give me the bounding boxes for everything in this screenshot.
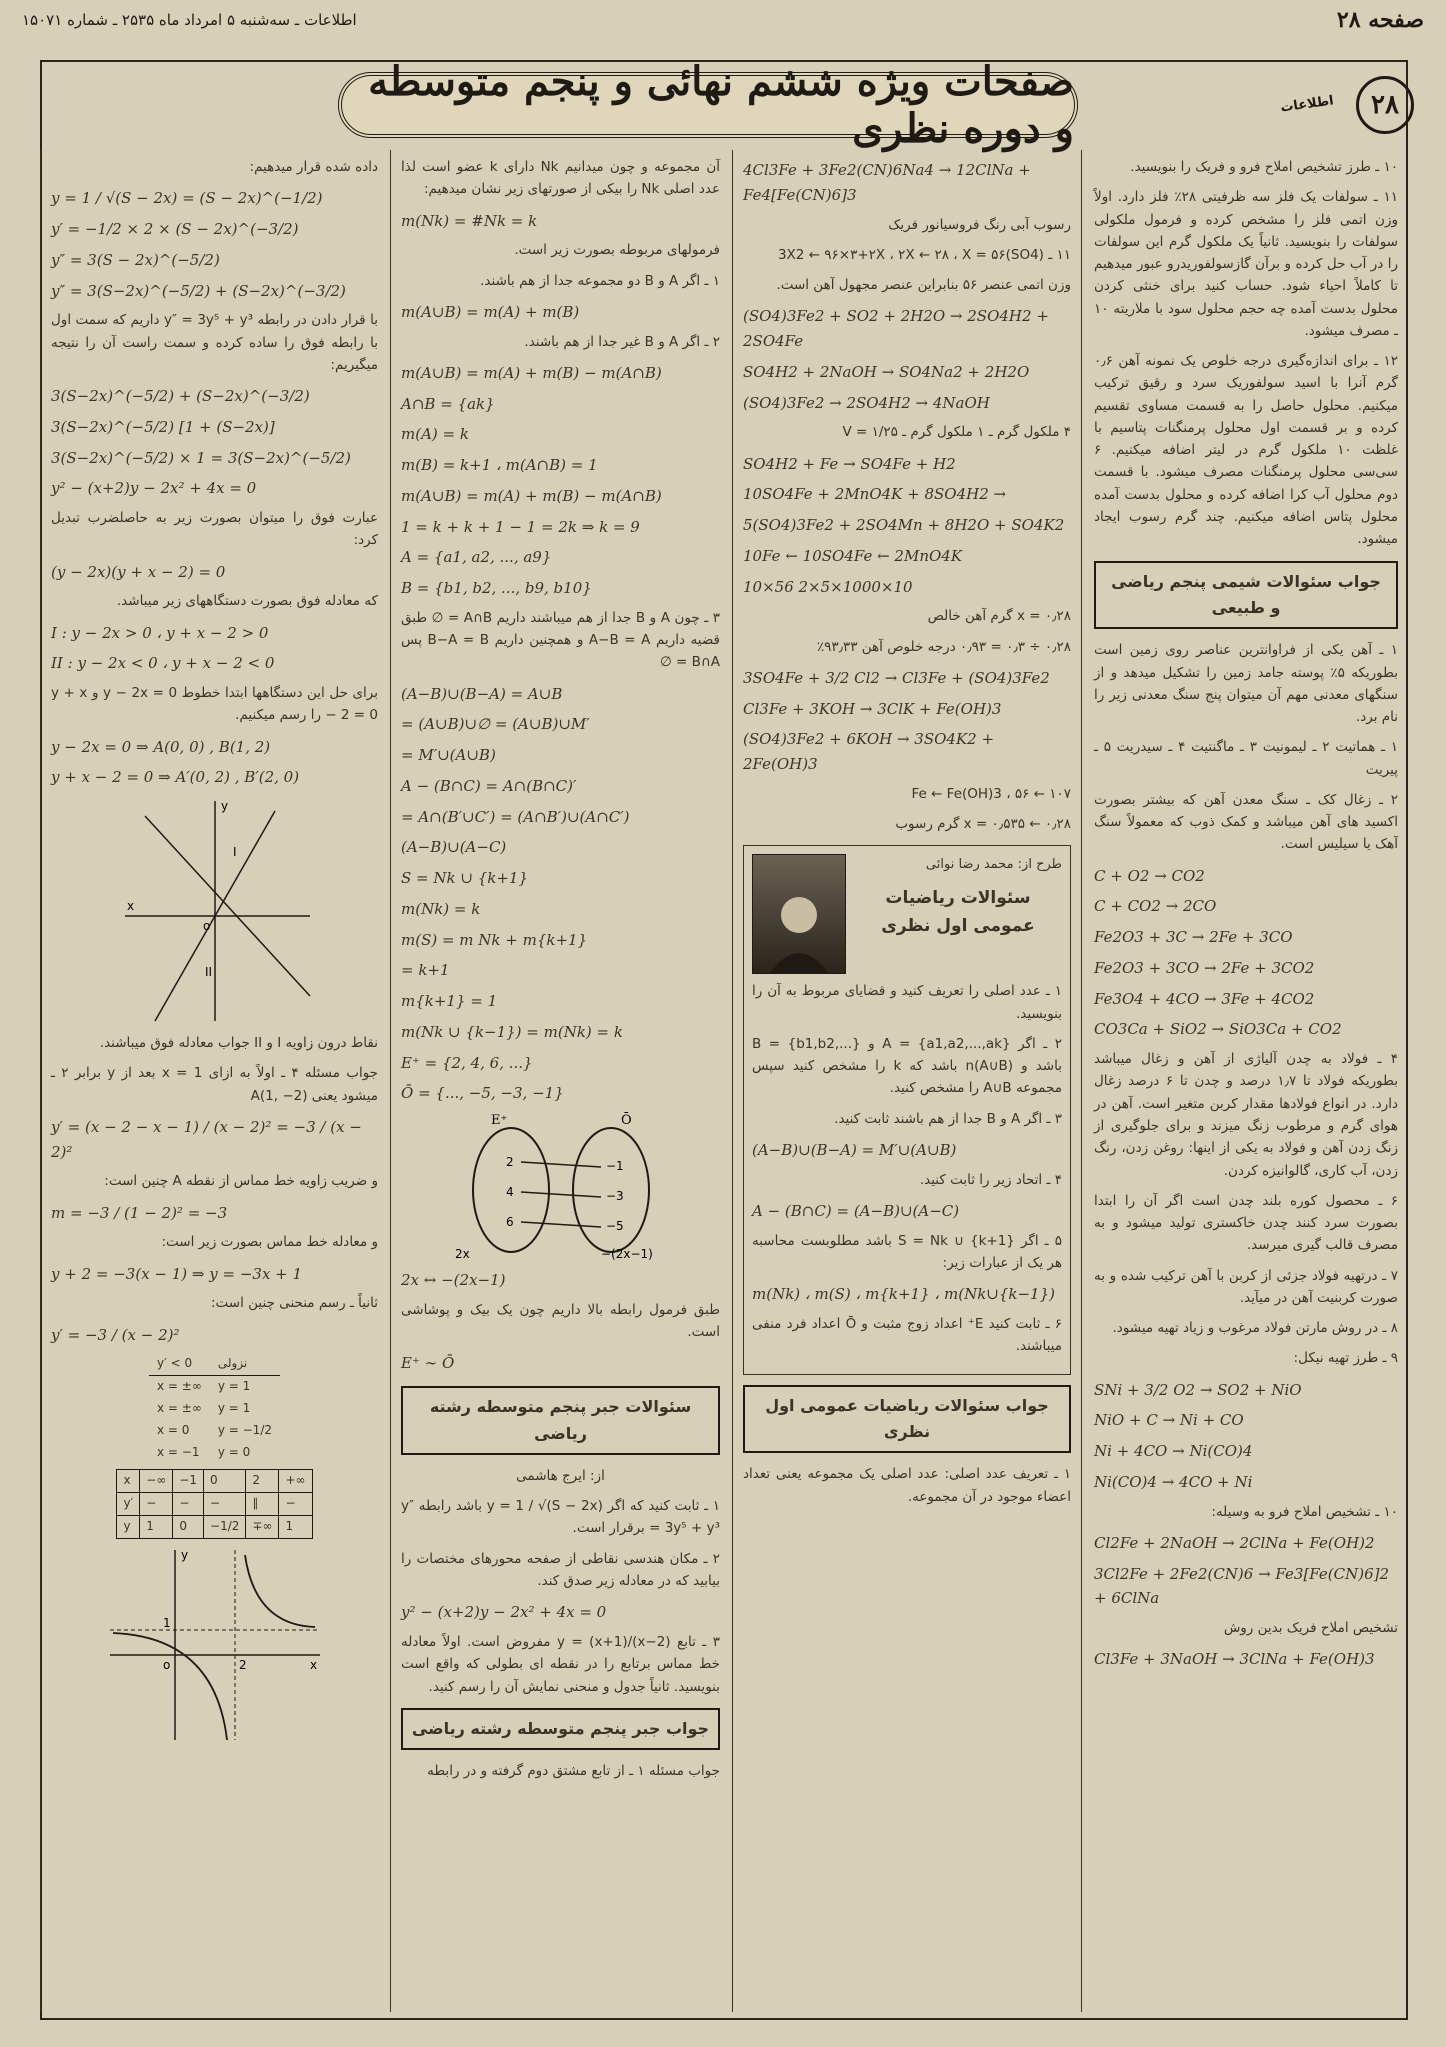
chem2-q12-formula: 5(SO4)3Fe2 + 2SO4Mn + 8H2O + SO4K2 — [743, 516, 1065, 535]
alg-p10: ثانیاً ـ رسم منحنی چنین است: — [210, 1295, 378, 1312]
chem2-q12-calc: Fe ← Fe(OH)3 ، ۵۶ ← ۱۰۷ — [911, 785, 1071, 802]
table-cell: ∥ — [246, 1493, 279, 1516]
hyperbola-right-branch — [245, 1555, 315, 1627]
math-box-q5: ۵ ـ اگر S = Nk ∪ {k+1} باشد مطلوبست محاسبه هر یک از عبارات زیر: — [752, 1232, 1062, 1271]
table-cell: − — [204, 1493, 246, 1516]
chem-a9-formula: Ni + 4CO → Ni(CO)4 — [1094, 1442, 1253, 1461]
math-formula: = k+1 — [401, 961, 450, 980]
table-cell: y = 1 — [217, 1379, 251, 1394]
chem2-q11-result: ۴ ملکول گرم ـ ۱ ملکول گرم ـ V = ۱/۲۵ — [842, 424, 1071, 441]
venn-label: 2 — [505, 1155, 514, 1170]
chem2-q11-formula: (SO4)3Fe2 → 2SO4H2 → 4NaOH — [743, 393, 990, 412]
table-cell: −1/2 — [204, 1516, 246, 1539]
math-formula: m{k+1} = 1 — [401, 992, 498, 1011]
alg-p6: نقاط درون زاویه I و II جواب معادله فوق میباشند. — [99, 1035, 378, 1052]
math-formula: = M′∪(A∪B) — [401, 746, 496, 765]
column-chemistry-answers — [732, 150, 1082, 2012]
math-ans1: ۱ ـ تعریف عدد اصلی: عدد اصلی یک مجموعه یعنی تعداد اعضاء موجود در آن مجموعه. — [743, 1466, 1071, 1505]
person-icon — [764, 883, 834, 973]
chem2-q12-calc: x = ۰٫۲۸ گرم آهن خالص — [927, 608, 1071, 625]
table-cell: x = ±∞ — [157, 1379, 202, 1394]
author-portrait — [752, 854, 846, 974]
math-formula: (A−B)∪(A−C) — [401, 838, 507, 857]
math-answers-heading: جواب سئوالات ریاضیات عمومی اول نظری — [743, 1385, 1071, 1454]
alg-p9: و معادله خط مماس بصورت زیر است: — [161, 1234, 378, 1251]
venn-label: −3 — [605, 1189, 624, 1204]
chem-a2: ۲ ـ زغال کک ـ سنگ معدن آهن که بیشتر بصورت اکسید های آهن میباشد و کمک ذوب که معمولاً سنگ آهک یا سیلیس است. — [1094, 791, 1398, 853]
algebra-answers-heading: جواب جبر پنجم متوسطه رشته ریاضی — [401, 1708, 720, 1750]
hyperbola-left-branch — [113, 1633, 227, 1740]
math-p3: ۱ ـ اگر A و B دو مجموعه جدا از هم باشند. — [480, 272, 720, 289]
math-formula: A∩B = {ak} — [401, 394, 495, 413]
math-formula: m(A) = k — [401, 425, 469, 444]
chem-a9-formula: NiO + C → Ni + CO — [1094, 1411, 1244, 1430]
table-cell: 1 — [279, 1516, 312, 1539]
chem-a10-formula: 3Cl2Fe + 2Fe2(CN)6 → Fe3[Fe(CN)6]2 + 6ClNa — [1094, 1564, 1390, 1608]
chem-a2-formula: CO3Ca + SiO2 → SiO3Ca + CO2 — [1094, 1020, 1342, 1039]
newspaper-logo: اطلاعات — [1279, 92, 1335, 116]
algebra-author: از: ایرج هاشمی — [516, 1467, 605, 1484]
banner-title: صفحات ویژه ششم نهائی و پنجم متوسطه و دوره نظری — [338, 72, 1078, 138]
banner — [48, 58, 1400, 152]
alg-formula: y + 2 = −3(x − 1) ⇒ y = −3x + 1 — [51, 1264, 303, 1283]
line-y-x-2 — [145, 816, 310, 996]
algebra-q2-formula: y² − (x+2)y − 2x² + 4x = 0 — [401, 1603, 607, 1622]
limits-table — [149, 1353, 280, 1463]
math-box-q2: ۲ ـ اگر A = {a1,a2,...,ak} و B = {b1,b2,...} باشد و n(A∪B) باشد که k را مشخص کنید سپس مجموعه A∪B را مشخص کنید. — [752, 1035, 1062, 1097]
variation-table — [116, 1469, 312, 1538]
math-box-q6: ۶ ـ ثابت کنید E⁺ اعداد زوج مثبت و Ō اعداد فرد منفی میباشند. — [752, 1316, 1062, 1355]
graph-label: x — [309, 1657, 317, 1672]
math-box-q3: ۳ ـ اگر A و B جدا از هم باشند ثابت کنید. — [834, 1110, 1062, 1127]
math-box-author: طرح از: محمد رضا نوائی — [925, 857, 1062, 873]
math-formula: Ō = {..., −5, −3, −1} — [401, 1084, 564, 1103]
alg-formula: 3(S−2x)^(−5/2) × 1 = 3(S−2x)^(−5/2) — [51, 448, 351, 467]
chem2-q11-note: وزن اتمی عنصر ۵۶ بنابراین عنصر مجهول آهن است. — [776, 277, 1071, 294]
math-box-q5-formula: m(Nk) ، m(S) ، m{k+1} ، m(Nk∪{k−1}) — [752, 1285, 1055, 1304]
math-formula: S = Nk ∪ {k+1} — [401, 869, 528, 888]
table-cell: y′ — [117, 1493, 140, 1516]
alg-formula: 3(S−2x)^(−5/2) + (S−2x)^(−3/2) — [51, 387, 310, 406]
mapping-arrow — [521, 1222, 601, 1227]
chem-a8: ۸ ـ در روش مارتن فولاد مرغوب و زیاد تهیه میشود. — [1112, 1320, 1398, 1337]
lines-graph — [115, 796, 315, 1026]
alg-p7: جواب مسئله ۴ ـ اولاً به ازای x = 1 بعد از y برابر ۲ ـ میشود یعنی A(1, −2) — [51, 1065, 379, 1104]
table-cell: +∞ — [279, 1470, 312, 1493]
chem-a2-formula: Fe2O3 + 3C → 2Fe + 3CO — [1094, 928, 1293, 947]
math-formula: m(A∪B) = m(A) + m(B) − m(A∩B) — [401, 486, 662, 505]
table-cell: − — [279, 1493, 312, 1516]
chem-answers-heading: جواب سئوالات شیمی پنجم ریاضی و طبیعی — [1094, 561, 1398, 630]
chem2-q12-formula: SO4H2 + Fe → SO4Fe + H2 — [743, 454, 956, 473]
algebra-heading: سئوالات جبر پنجم متوسطه رشته ریاضی — [401, 1386, 720, 1455]
column-math-answers — [390, 150, 730, 2012]
graph-label: II — [204, 965, 212, 980]
table-cell: − — [173, 1493, 204, 1516]
math-formula: = (A∪B)∪∅ = (A∪B)∪M′ — [401, 715, 590, 734]
table-cell: − — [140, 1493, 173, 1516]
alg-p8: و ضریب زاویه خط مماس از نقطه A چنین است: — [104, 1173, 378, 1190]
alg-formula: y″ = 3(S − 2x)^(−5/2) — [51, 250, 220, 269]
math-formula: m(S) = m Nk + m{k+1} — [401, 930, 588, 949]
venn-label: Ō — [620, 1113, 632, 1129]
venn-label: 2x — [454, 1247, 470, 1262]
chem-q11: ۱۱ ـ سولفات یک فلز سه ظرفیتی ۲۸٪ فلز دارد. اولاً وزن اتمی فلز را مشخص کرده و فرمول ملکولی سولفات را بنویسید. ثانیاً یک ملکول گرم این سولفات را در آب حل کرده و برآن گازسولفوریدرو عبور میدهیم تا کاملاً احیاء شود. حساب کنید برای خنثی کردن محلول بدست آمده چه حجم محلول سود با ملاریته ۱۰ ـ مصرف میشود. — [1094, 189, 1398, 339]
table-cell: y′ < 0 — [149, 1353, 210, 1375]
chem-a7: ۷ ـ درتهیه فولاد جزئی از کربن با آهن ترکیب شده و به صورت کربنیت آهن در میآید. — [1094, 1267, 1398, 1306]
table-cell: x = −1 — [157, 1444, 200, 1459]
chem-a2-formula: C + O2 → CO2 — [1094, 866, 1205, 885]
chem-a6: ۶ ـ محصول کوره بلند چدن است اگر آن را ابتدا بصورت سرد کنند چدن خاکستری تولید میشود و به مصرف قالب گیری میرسد. — [1094, 1192, 1398, 1254]
math-p1: آن مجموعه و چون میدانیم Nk دارای k عضو است لذا عدد اصلی Nk را بیکی از صورتهای زیر نشان میدهیم: — [401, 159, 720, 198]
alg-formula: y = 1 / √(S − 2x) = (S − 2x)^(−1/2) — [51, 189, 323, 208]
graph-label: 2 — [238, 1657, 247, 1672]
chem2-q12-calc: 3SO4Fe + 3/2 Cl2 → Cl3Fe + (SO4)3Fe2 — [743, 668, 1050, 687]
math-formula: m(Nk ∪ {k−1}) = m(Nk) = k — [401, 1022, 623, 1041]
table-cell: x = ±∞ — [157, 1401, 202, 1416]
math-formula: (A−B)∪(B−A) = A∪B — [401, 684, 563, 703]
table-cell: y = 0 — [217, 1444, 251, 1459]
math-formula: m(B) = k+1 ، m(A∩B) = 1 — [401, 456, 598, 475]
alg-formula: II : y − 2x < 0 ، y + x − 2 < 0 — [51, 654, 275, 673]
venn-label: −(2x−1) — [600, 1247, 653, 1262]
table-cell: 0 — [204, 1470, 246, 1493]
table-cell: نزولی — [210, 1353, 280, 1375]
math-box-title: سئوالات ریاضیات عمومی اول نظری — [881, 887, 1035, 936]
graph-label: y — [180, 1547, 188, 1562]
chem2-q11: ۱۱ ـ (SO4)3X2 ← ۹۶×۳+۲X ، ۲X ← ۲۸ ، X = ۵۶ — [777, 246, 1071, 263]
page-number: صفحه ۲۸ — [1336, 7, 1424, 33]
chem2-q12-calc: (SO4)3Fe2 + 6KOH → 3SO4K2 + 2Fe(OH)3 — [743, 730, 995, 774]
chem-a2-formula: Fe3O4 + 4CO → 3Fe + 4CO2 — [1094, 989, 1315, 1008]
chem2-q11-formula: (SO4)3Fe2 + SO2 + 2H2O → 2SO4H2 + 2SO4Fe — [743, 307, 1049, 351]
chem-a2-formula: Fe2O3 + 3CO → 2Fe + 3CO2 — [1094, 958, 1315, 977]
math-formula: m(Nk) = #Nk = k — [401, 211, 538, 230]
alg-p1: داده شده قرار میدهیم: — [249, 159, 378, 175]
math-formula: E⁺ ∼ Ō — [401, 1354, 455, 1373]
math-p4: ۲ ـ اگر A و B غیر جدا از هم باشند. — [524, 333, 720, 350]
alg-p3: عبارت فوق را میتوان بصورت زیر به حاصلضرب تبدیل کرد: — [51, 510, 378, 549]
math-formula: m(A∪B) = m(A) + m(B) − m(A∩B) — [401, 363, 662, 382]
table-cell: x — [117, 1470, 140, 1493]
alg-formula: (y − 2x)(y + x − 2) = 0 — [51, 562, 226, 581]
math-box-q3-formula: (A−B)∪(B−A) = M′∪(A∪B) — [752, 1140, 957, 1159]
chem2-q12-calc: ۰٫۲۸ ← x = ۰٫۵۳۵ گرم رسوب — [895, 816, 1071, 833]
masthead-line: اطلاعات ـ سه‌شنبه ۵ امرداد ماه ۲۵۳۵ ـ شماره ۱۵۰۷۱ — [22, 11, 357, 29]
alg-formula: m = −3 / (1 − 2)² = −3 — [51, 1203, 228, 1222]
chem2-q12-calc: ۰٫۲۸ ÷ ۰٫۳ = ۰٫۹۳ درجه خلوص آهن ۹۳٫۳۳٪ — [816, 638, 1071, 655]
algebra-q3: ۳ ـ تابع y = (x+1)/(x−2) مفروض است. اولاً معادله خط مماس برتابع را در نقطه ای بطولی که واقع است بنویسید. ثانیاً جدول و منحنی نمایش آن را رسم کنید. — [401, 1634, 720, 1695]
alg-formula: y′ = −3 / (x − 2)² — [51, 1325, 180, 1344]
algebra-q2: ۲ ـ مکان هندسی نقاطی از صفحه محورهای مختصات را بیابید که در معادله زیر صدق کند. — [401, 1550, 720, 1589]
math-formula: A = {a1, a2, ..., a9} — [401, 548, 552, 567]
algebra-answer-1: جواب مسئله ۱ ـ از تابع مشتق دوم گرفته و در رابطه — [427, 1763, 720, 1780]
math-formula: m(A∪B) = m(A) + m(B) — [401, 302, 580, 321]
math-box-q4-formula: A − (B∩C) = (A−B)∪(A−C) — [752, 1201, 960, 1220]
graph-label: x — [126, 899, 134, 914]
venn-label: E⁺ — [490, 1113, 507, 1129]
alg-formula: y² − (x+2)y − 2x² + 4x = 0 — [51, 479, 257, 498]
chem-a9-formula: SNi + 3/2 O2 → SO2 + NiO — [1094, 1380, 1302, 1399]
venn-label: 6 — [505, 1215, 514, 1230]
table-cell: 0 — [173, 1516, 204, 1539]
chem-a10: ۱۰ ـ تشخیص املاح فرو به وسیله: — [1211, 1503, 1398, 1520]
chem-a10-formula: Cl3Fe + 3NaOH → 3ClNa + Fe(OH)3 — [1094, 1650, 1375, 1669]
chem-q12: ۱۲ ـ برای اندازه‌گیری درجه خلوص یک نمونه آهن ۰٫۶ گرم آنرا با اسید سولفوریک سرد و رقیق ترکیب میکنیم. محلول حاصل را به قسمت مساوی تقسیم کرده و بر قسمت اول محلول پرمنگنات پتاسیم با غلظت ۱۰ ملکول گرم در لیتر اضافه میکنیم. ۶ سی‌سی محلول پرمنگنات مصرف میشود. با قسمت دوم محلول آب کرا اضافه کرده و محلول بدست آمده محلول پتاس اضافه میکنیم. چند گرم رسوب ایجاد میشود. — [1094, 353, 1398, 548]
math-box-q4: ۴ ـ اتحاد زیر را ثابت کنید. — [919, 1171, 1062, 1188]
alg-formula: I : y − 2x > 0 ، y + x − 2 > 0 — [51, 623, 269, 642]
alg-p2: با قرار دادن در رابطه y″ = 3y⁵ + y³ داریم که سمت اول با رابطه فوق را ساده کرده و سمت راست آن را نتیجه میگیریم: — [51, 312, 378, 373]
venn-label: −5 — [605, 1219, 624, 1234]
chem-a1-list: ۱ ـ هماتیت ۲ ـ لیمونیت ۳ ـ ماگنتیت ۴ ـ سیدریت ۵ ـ پیریت — [1094, 739, 1398, 778]
chem2-q12-calc: 10Fe ← 10SO4Fe ← 2MnO4K — [743, 546, 963, 565]
graph-label: 1 — [162, 1615, 171, 1630]
math-formula: m(Nk) = k — [401, 899, 481, 918]
alg-formula: y″ = 3(S−2x)^(−5/2) + (S−2x)^(−3/2) — [51, 281, 346, 300]
section-number: ۲۸ — [1356, 76, 1414, 134]
chem2-top-note: رسوب آبی رنگ فروسیانور فریک — [888, 216, 1071, 233]
math-p5: ۳ ـ چون A و B جدا از هم میباشند داریم A∩B = ∅ طبق قضیه داریم A−B = A و همچنین داریم B−A = B پس B∩A = ∅ — [401, 609, 721, 671]
chem2-q12-formula: 10SO4Fe + 2MnO4K + 8SO4H2 → — [743, 485, 1007, 504]
math-formula: = A∩(B′∪C′) = (A∩B′)∪(A∩C′) — [401, 807, 630, 826]
alg-formula: 3(S−2x)^(−5/2) [1 + (S−2x)] — [51, 417, 275, 436]
chem2-q12-calc: Cl3Fe + 3KOH → 3ClK + Fe(OH)3 — [743, 699, 1002, 718]
math-formula: 2x ↔ −(2x−1) — [401, 1271, 506, 1290]
graph-label: I — [232, 845, 237, 860]
graph-label: y — [220, 799, 228, 814]
table-cell: 1 — [140, 1516, 173, 1539]
venn-label: 4 — [505, 1185, 514, 1200]
algebra-q1: ۱ ـ ثابت کنید که اگر y = 1 / √(S − 2x) باشد رابطه y″ = 3y⁵ + y³ برقرار است. — [401, 1498, 721, 1537]
chem-a2-formula: C + CO2 → 2CO — [1094, 897, 1217, 916]
math-p6: طبق فرمول رابطه بالا داریم چون یک بیک و پوشاشی است. — [401, 1301, 720, 1341]
chem-a9: ۹ ـ طرز تهیه نیکل: — [1293, 1350, 1398, 1367]
table-cell: x = 0 — [157, 1422, 190, 1437]
table-cell: y = −1/2 — [217, 1422, 272, 1437]
graph-label: o — [162, 1657, 170, 1672]
alg-formula: y′ = (x − 2 − x − 1) / (x − 2)² = −3 / (x − 2)² — [51, 1117, 362, 1161]
chem2-q12-calc: 10×56 2×5×1000×10 — [743, 577, 913, 596]
chem-a4: ۴ ـ فولاد به چدن آلیاژی از آهن و زغال میباشد بطوریکه فولاد تا ۱٫۷ درصد و چدن تا ۶ درصد زغال دارد. در انواع فولادها مقدار کربن متغیر است. آهن در هوای گرم و مرطوب زنگ میزند و برای جلوگیری از زنگ زدن آهن و فولاد به یکی از اینها: روغن زدن، رنگ زدن، آب کاری، گالوانیزه کردن. — [1094, 1051, 1398, 1179]
mapping-arrow — [521, 1192, 601, 1197]
chem-a10-formula: Cl2Fe + 2NaOH → 2ClNa + Fe(OH)2 — [1094, 1533, 1375, 1552]
table-cell: −1 — [173, 1470, 204, 1493]
math-box-q1: ۱ ـ عدد اصلی را تعریف کنید و قضایای مربوط به آن را بنویسید. — [752, 983, 1062, 1022]
alg-formula: y − 2x = 0 ⇒ A(0, 0) , B(1, 2) — [51, 737, 271, 756]
venn-diagram — [451, 1112, 671, 1262]
table-cell: 2 — [246, 1470, 279, 1493]
chem-a9-formula: Ni(CO)4 → 4CO + Ni — [1094, 1472, 1253, 1491]
math-formula: 1 = k + k + 1 − 1 = 2k ⇒ k = 9 — [401, 517, 640, 536]
chem-a10-note: تشخیص املاح فریک بدین روش — [1223, 1620, 1398, 1637]
table-cell: y — [117, 1516, 140, 1539]
column-chemistry — [1084, 150, 1408, 2012]
hyperbola-graph — [105, 1545, 325, 1745]
column-algebra-answers — [40, 150, 388, 2012]
math-formula: A − (B∩C) = A∩(B∩C)′ — [401, 776, 577, 795]
alg-formula: y′ = −1/2 × 2 × (S − 2x)^(−3/2) — [51, 220, 299, 239]
chem2-top-formula: 4Cl3Fe + 3Fe2(CN)6Na4 → 12ClNa + Fe4[Fe(CN)6]3 — [743, 161, 1031, 204]
chem2-q11-formula: SO4H2 + 2NaOH → SO4Na2 + 2H2O — [743, 362, 1030, 381]
table-cell: −∞ — [140, 1470, 173, 1493]
chem-q10: ۱۰ ـ طرز تشخیص املاح فرو و فریک را بنویسید. — [1130, 159, 1398, 175]
mapping-arrow — [521, 1162, 601, 1167]
alg-p5: برای حل این دستگاهها ابتدا خطوط y − 2x = 0 و y + x − 2 = 0 را رسم میکنیم. — [51, 685, 378, 724]
graph-label: o — [202, 919, 210, 934]
math-questions-box — [743, 845, 1071, 1374]
math-formula: B = {b1, b2, ..., b9, b10} — [401, 579, 592, 598]
math-formula: E⁺ = {2, 4, 6, ...} — [401, 1053, 533, 1072]
venn-label: −1 — [605, 1159, 624, 1174]
table-cell: y = 1 — [217, 1401, 251, 1416]
table-cell: ∓∞ — [246, 1516, 279, 1539]
top-strip — [0, 0, 1446, 40]
alg-p4: که معادله فوق بصورت دستگاههای زیر میباشد. — [116, 593, 378, 610]
math-p2: فرمولهای مربوطه بصورت زیر است. — [514, 242, 720, 259]
alg-formula: y + x − 2 = 0 ⇒ A′(0, 2) , B′(2, 0) — [51, 768, 300, 787]
chem-a1: ۱ ـ آهن یکی از فراوانترین عناصر روی زمین است بطوریکه ۵٪ پوسته جامد زمین را تشکیل میدهد و از سنگهای معدنی مهم آن میتوان پنج سنگ معدنی زیر را نام برد. — [1094, 642, 1398, 726]
